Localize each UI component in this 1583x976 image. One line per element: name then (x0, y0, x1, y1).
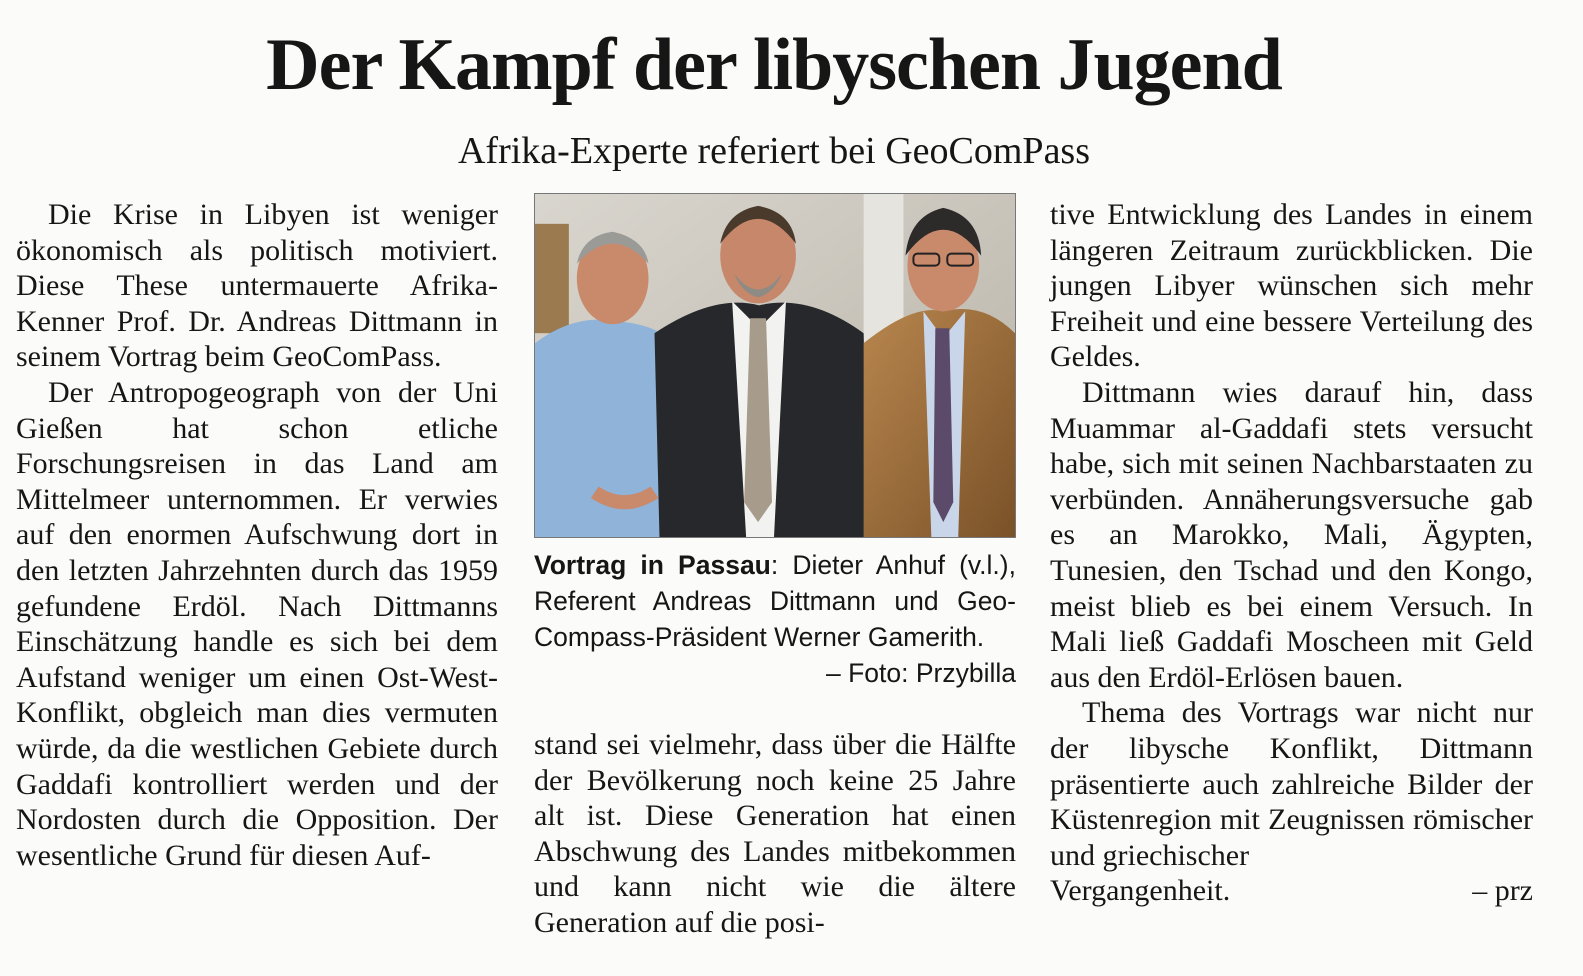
article-column-2 (534, 727, 1016, 941)
photo-credit: – Foto: Przybilla (826, 658, 1016, 688)
paragraph: stand sei vielmehr, dass über die Hälfte der Bevölkerung noch keine 25 Jahre alt ist. Diese Generation hat einen Abschwung des Landes mitbekommen und kann nicht wie die ältere Generation auf die posi- (534, 728, 1016, 939)
paragraph: tive Entwicklung des Landes in einem längeren Zeitraum zurückblicken. Die jungen Libyer wünschen sich mehr Freiheit und eine bessere Verteilung des Geldes. (1050, 198, 1533, 374)
headline: Der Kampf der libyschen Jugend (266, 24, 1282, 106)
author-signature: – prz (1472, 874, 1533, 908)
paragraph: Dittmann wies darauf hin, dass Muammar al-Gaddafi stets versucht habe, sich mit seinen Nachbarstaaten zu verbünden. Annäherungsversuche gab es an Marokko, Mali, Ägypten, Tunesien, den Tschad und den Kongo, meist blieb es bei einem Versuch. In Mali ließ Gaddafi Moscheen mit Geld aus den Erdöl-Erlösen bauen. (1050, 375, 1533, 694)
paragraph: Die Krise in Libyen ist weniger ökonomisch als politisch motiviert. Diese These untermauerte Afrika-Kenner Prof. Dr. Andreas Dittmann in seinem Vortrag beim GeoComPass. (16, 198, 498, 374)
caption-text: : Dieter Anhuf (v.l.), Referent Andreas Dittmann und Geo-Compass-Präsident Werner Gamerith. (534, 550, 1016, 652)
caption-title: Vortrag in Passau (534, 550, 771, 580)
article-column-1 (16, 197, 498, 873)
paragraph: Thema des Vortrags war nicht nur der libysche Konflikt, Dittmann präsentierte auch zahlreiche Bilder der Küstenregion mit Zeugnissen römischer und griechischer (1050, 696, 1533, 872)
photo-caption (534, 547, 1016, 691)
article-photo (534, 193, 1016, 538)
paragraph-end: Vergangenheit. (1050, 874, 1231, 908)
subheadline: Afrika-Experte referiert bei GeoComPass (457, 130, 1091, 172)
closing-line (1050, 873, 1533, 909)
photo-three-men (535, 194, 1015, 537)
article-column-3 (1050, 197, 1533, 909)
paragraph: Der Antropogeograph von der Uni Gießen hat schon etliche Forschungsreisen in das Land am Mittelmeer unternommen. Er verwies auf den enormen Aufschwung dort in den letzten Jahrzehnten durch das 1959 gefundene Erdöl. Nach Dittmanns Einschätzung handle es sich bei dem Aufstand weniger um einen Ost-West-Konflikt, obgleich man dies vermuten würde, da die westlichen Gebiete durch Gaddafi kontrolliert werden und der Nordosten durch die Opposition. Der wesentliche Grund für diesen Auf- (16, 375, 498, 872)
